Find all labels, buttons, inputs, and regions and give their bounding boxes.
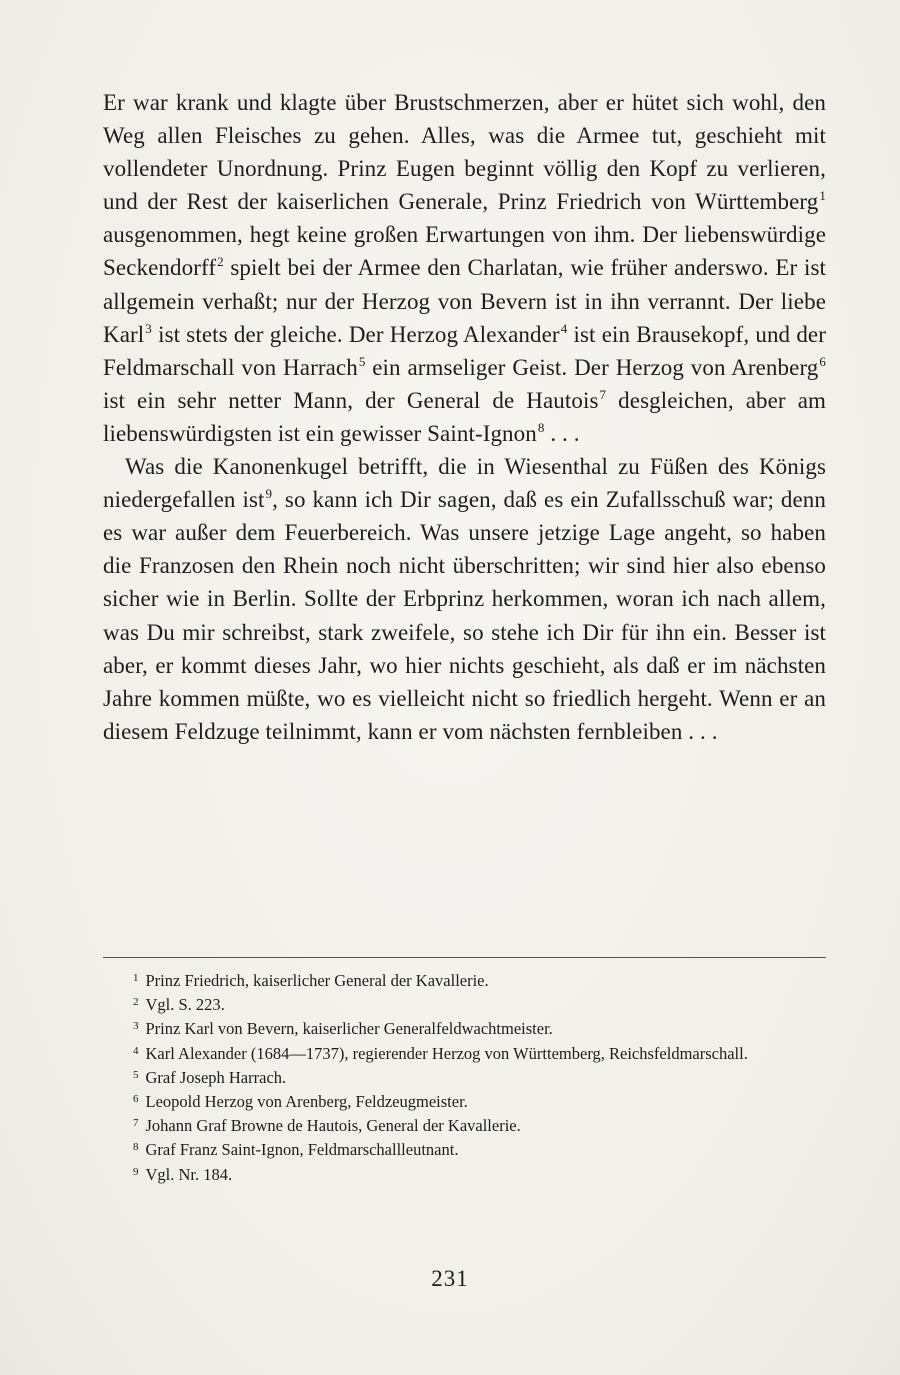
footnote-ref-3: 3 (145, 320, 152, 336)
footnote-number: 1 (133, 972, 139, 984)
footnotes (103, 969, 826, 1187)
footnote-number: 3 (133, 1020, 139, 1033)
footnote-text: Prinz Friedrich, kaiserlicher General der Kavallerie. (145, 971, 489, 990)
footnote-text: Graf Joseph Harrach. (145, 1067, 287, 1087)
text-run: ist ein Brausekopf, und der Feldmarschall von Harrach (103, 321, 826, 380)
text-run: ausgenommen, hegt keine großen Erwartungen von ihm. Der liebenswürdige Seckendorff (103, 222, 826, 281)
footnote-text: Johann Graf Browne de Hautois, General der Kavallerie. (145, 1116, 521, 1136)
paragraph-2 (103, 450, 826, 748)
footnote-number: 2 (133, 996, 139, 1009)
text-run: ist ein sehr netter Mann, der General de Hautois (103, 387, 599, 413)
footnote-text: Graf Franz Saint-Ignon, Feldmarschallleutnant. (145, 1140, 459, 1160)
footnote-1 (103, 969, 826, 993)
footnote-ref-5: 5 (358, 353, 366, 369)
footnote-4 (103, 1042, 826, 1066)
text-run: ist stets der gleiche. Der Herzog Alexander (151, 321, 560, 347)
footnote-6 (103, 1090, 826, 1114)
main-text (103, 86, 826, 748)
footnote-number: 7 (133, 1117, 139, 1130)
footnote-number: 5 (133, 1068, 139, 1081)
footnote-number: 8 (133, 1141, 139, 1154)
footnote-number: 9 (133, 1165, 139, 1178)
footnote-text: Leopold Herzog von Arenberg, Feldzeugmeister. (145, 1092, 468, 1112)
footnote-text: Prinz Karl von Bevern, kaiserlicher Generalfeldwachtmeister. (145, 1019, 553, 1039)
footnote-number: 6 (133, 1093, 139, 1106)
footnote-ref-9: 9 (265, 486, 273, 502)
footnote-number: 4 (133, 1044, 139, 1057)
text-run: desgleichen, aber am liebenswürdigsten ist ein gewisser Saint-Ignon (103, 387, 827, 446)
footnote-ref-2: 2 (217, 254, 224, 270)
footnote-ref-6: 6 (819, 353, 826, 369)
text-run: Was die Kanonenkugel betrifft, die in Wiesenthal zu Füßen des Königs niedergefallen ist (103, 454, 826, 513)
footnote-8 (103, 1138, 826, 1162)
page-number: 231 (431, 1266, 469, 1291)
footnote-ref-4: 4 (560, 320, 568, 336)
paragraph-1 (103, 86, 826, 450)
footnote-ref-8: 8 (537, 419, 545, 435)
footnote-7 (103, 1114, 826, 1138)
text-run: Er war krank und klagte über Brustschmerzen, aber er hütet sich wohl, den Weg allen Fleisches zu gehen. Alles, was die Armee tut, geschieht mit vollendeter Unordnung. Prinz Eugen beginnt völlig den Kopf zu verlieren, und der Rest der kaiserlichen Generale, Prinz Friedrich von Württemberg (103, 90, 826, 215)
footnote-ref-7: 7 (599, 386, 607, 402)
footnote-text: Vgl. Nr. 184. (145, 1164, 233, 1184)
footnote-ref-1: 1 (819, 188, 826, 204)
footnote-text: Vgl. S. 223. (145, 995, 225, 1015)
text-run: spielt bei der Armee den Charlatan, wie früher anderswo. Er ist allgemein verhaßt; nur der Herzog von Bevern ist in ihn verrannt. Der liebe Karl (103, 255, 826, 347)
text-run: . . . (544, 420, 580, 446)
text-run: ein armseliger Geist. Der Herzog von Arenberg (365, 354, 819, 380)
footnote-divider (103, 957, 826, 958)
footnote-5 (103, 1066, 826, 1090)
footnote-text: Karl Alexander (1684—1737), regierender Herzog von Württemberg, Reichsfeldmarschall. (145, 1043, 748, 1063)
footnote-2 (103, 993, 826, 1017)
text-run: , so kann ich Dir sagen, daß es ein Zufallsschuß war; denn es war außer dem Feuerbereich. Was unsere jetzige Lage angeht, so haben die Franzosen den Rhein noch nicht überschritten; wir sind hier also ebenso sicher wie in Berlin. Sollte der Erbprinz herkommen, woran ich nach allem, was Du mir schreibst, stark zweifele, so stehe ich Dir für ihn ein. Besser ist aber, er kommt dieses Jahr, wo hier nichts geschieht, als daß er im nächsten Jahre kommen müßte, wo es vielleicht nicht so friedlich hergeht. Wenn er an diesem Feldzuge teilnimmt, kann er vom nächsten fernbleiben . . . (103, 487, 826, 744)
footnote-9 (103, 1163, 826, 1187)
footnote-3 (103, 1017, 826, 1041)
